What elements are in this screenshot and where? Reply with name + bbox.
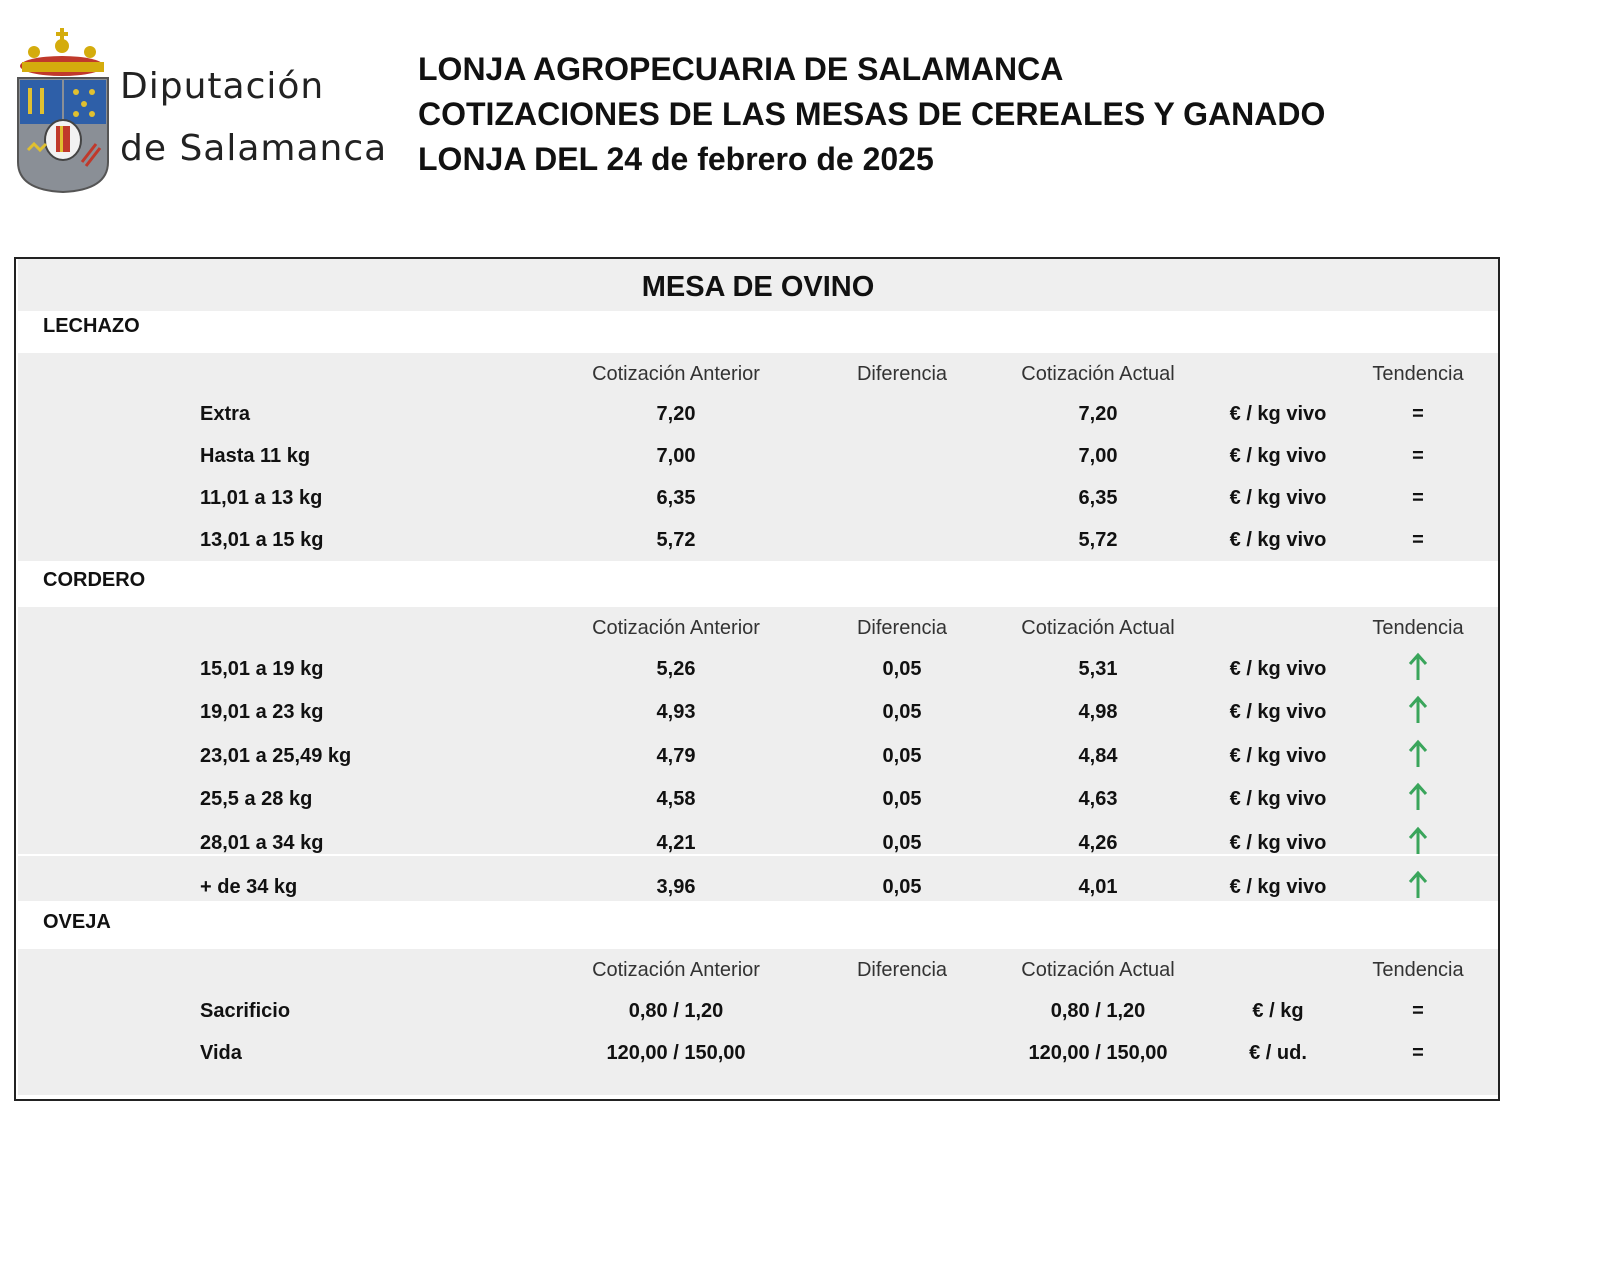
row-label: Sacrificio: [200, 1000, 291, 1022]
cotizacion-actual: 4,98: [1078, 701, 1118, 723]
cotizacion-actual: 4,63: [1078, 788, 1118, 810]
cotizacion-anterior: 3,96: [656, 876, 696, 898]
cotizacion-actual: 0,80 / 1,20: [1050, 1000, 1146, 1022]
diferencia: 0,05: [882, 876, 922, 898]
page-subtitle: COTIZACIONES DE LAS MESAS DE CEREALES Y GANADO: [418, 96, 1326, 132]
up-arrow-icon: [1407, 782, 1429, 812]
cotizacion-anterior: 6,35: [656, 487, 696, 509]
row-label: 19,01 a 23 kg: [200, 701, 324, 723]
table-title: MESA DE OVINO: [18, 259, 1498, 311]
unit: € / kg vivo: [1229, 529, 1327, 551]
cotizacion-actual: 7,00: [1078, 445, 1118, 467]
col-header-actual: Cotización Actual: [1021, 959, 1175, 981]
row-label: 23,01 a 25,49 kg: [200, 745, 352, 767]
section-label-lechazo: LECHAZO: [43, 315, 140, 337]
trend-equal: =: [1412, 487, 1424, 509]
trend-equal: =: [1412, 529, 1424, 551]
row-label: Vida: [200, 1042, 242, 1064]
up-arrow-icon: [1407, 870, 1429, 900]
header-titles: [418, 47, 1325, 182]
section-label-oveja: OVEJA: [43, 911, 111, 933]
up-arrow-icon: [1407, 739, 1429, 769]
cotizacion-actual: 6,35: [1078, 487, 1118, 509]
row-label: + de 34 kg: [200, 876, 298, 898]
cotizacion-actual: 5,31: [1078, 658, 1118, 680]
trend-equal: =: [1412, 1000, 1424, 1022]
col-header-anterior: Cotización Anterior: [592, 617, 760, 639]
cotizacion-anterior: 0,80 / 1,20: [628, 1000, 724, 1022]
row-label: Extra: [200, 403, 251, 425]
coat-of-arms-icon: [14, 22, 114, 194]
up-arrow-icon: [1407, 695, 1429, 725]
col-header-diferencia: Diferencia: [856, 959, 948, 981]
up-arrow-icon: [1407, 826, 1429, 856]
cotizacion-anterior: 4,21: [656, 832, 696, 854]
col-header-anterior: Cotización Anterior: [592, 363, 760, 385]
unit: € / kg vivo: [1229, 788, 1327, 810]
unit: € / ud.: [1249, 1042, 1307, 1064]
cotizacion-actual: 5,72: [1078, 529, 1118, 551]
col-header-tendencia: Tendencia: [1372, 363, 1464, 385]
page-title: LONJA AGROPECUARIA DE SALAMANCA: [418, 51, 1064, 87]
row-label: 11,01 a 13 kg: [200, 487, 323, 509]
row-label: 15,01 a 19 kg: [200, 658, 324, 680]
section-label-cordero: CORDERO: [43, 569, 146, 591]
unit: € / kg: [1252, 1000, 1304, 1022]
cotizacion-actual: 7,20: [1078, 403, 1118, 425]
trend-equal: =: [1412, 445, 1424, 467]
unit: € / kg vivo: [1229, 658, 1327, 680]
cotizacion-actual: 120,00 / 150,00: [1028, 1042, 1168, 1064]
date-title: LONJA DEL 24 de febrero de 2025: [418, 141, 934, 177]
unit: € / kg vivo: [1229, 445, 1327, 467]
up-arrow-icon: [1407, 652, 1429, 682]
diputacion-logo: [14, 22, 388, 194]
cotizacion-anterior: 7,00: [656, 445, 696, 467]
logo-line1: Diputación: [120, 66, 325, 107]
col-header-diferencia: Diferencia: [856, 617, 948, 639]
mesa-ovino-table: [14, 257, 1500, 1101]
row-label: 13,01 a 15 kg: [200, 529, 324, 551]
col-header-tendencia: Tendencia: [1372, 617, 1464, 639]
cotizacion-anterior: 7,20: [656, 403, 696, 425]
col-header-actual: Cotización Actual: [1021, 363, 1175, 385]
cotizacion-actual: 4,01: [1078, 876, 1118, 898]
unit: € / kg vivo: [1229, 876, 1327, 898]
trend-equal: =: [1412, 403, 1424, 425]
col-header-diferencia: Diferencia: [856, 363, 948, 385]
diferencia: 0,05: [882, 745, 922, 767]
cotizacion-actual: 4,26: [1078, 832, 1118, 854]
cotizacion-actual: 4,84: [1078, 745, 1118, 767]
col-header-anterior: Cotización Anterior: [592, 959, 760, 981]
diferencia: 0,05: [882, 658, 922, 680]
unit: € / kg vivo: [1229, 487, 1327, 509]
unit: € / kg vivo: [1229, 745, 1327, 767]
unit: € / kg vivo: [1229, 403, 1327, 425]
row-label: 25,5 a 28 kg: [200, 788, 313, 810]
trend-equal: =: [1412, 1042, 1424, 1064]
cotizacion-anterior: 4,79: [656, 745, 696, 767]
row-label: 28,01 a 34 kg: [200, 832, 324, 854]
unit: € / kg vivo: [1229, 832, 1327, 854]
col-header-tendencia: Tendencia: [1372, 959, 1464, 981]
col-header-actual: Cotización Actual: [1021, 617, 1175, 639]
cotizacion-anterior: 120,00 / 150,00: [606, 1042, 746, 1064]
cotizacion-anterior: 4,93: [656, 701, 696, 723]
diferencia: 0,05: [882, 701, 922, 723]
diferencia: 0,05: [882, 788, 922, 810]
cotizacion-anterior: 4,58: [656, 788, 696, 810]
diferencia: 0,05: [882, 832, 922, 854]
cotizacion-anterior: 5,72: [656, 529, 696, 551]
row-label: Hasta 11 kg: [200, 445, 311, 467]
logo-line2: de Salamanca: [120, 128, 388, 169]
unit: € / kg vivo: [1229, 701, 1327, 723]
cotizacion-anterior: 5,26: [656, 658, 696, 680]
